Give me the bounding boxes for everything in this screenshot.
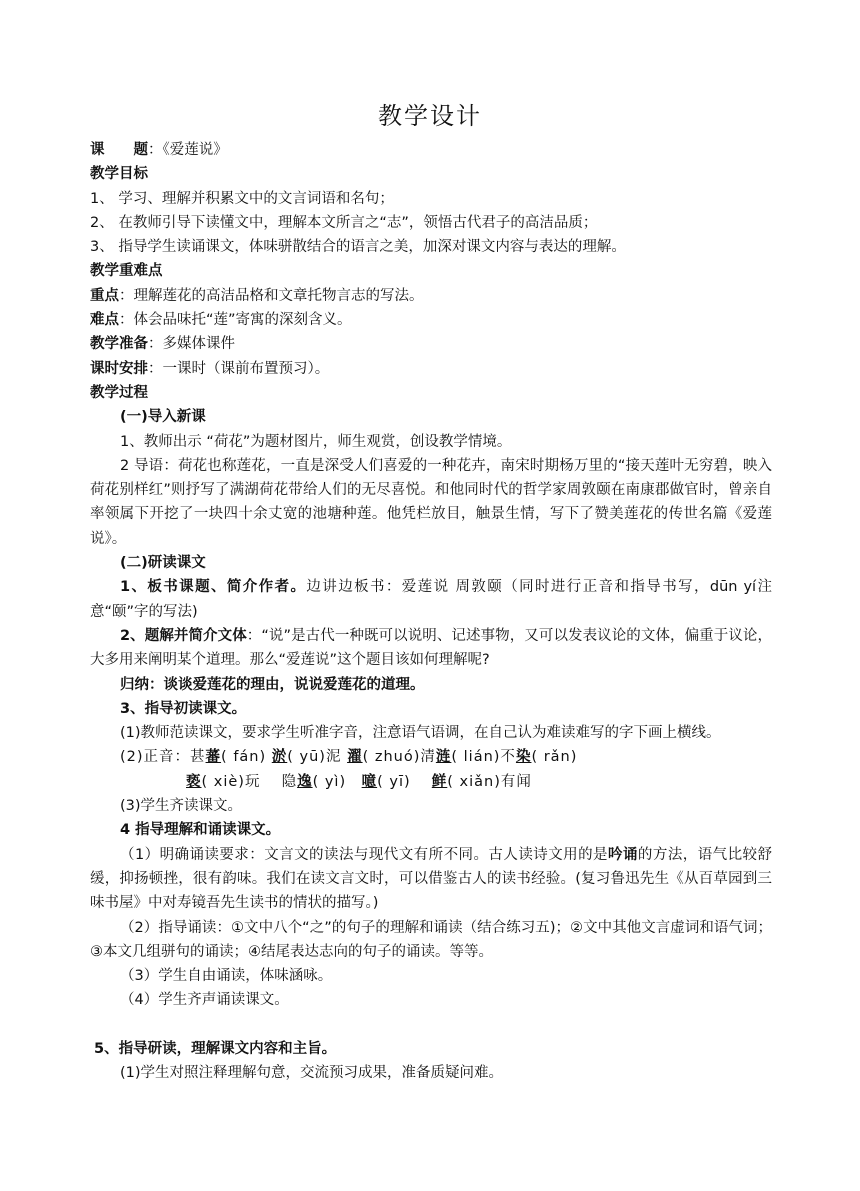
lesson-value: ：《爱莲说》 (148, 142, 228, 158)
pron-pinyin-6: ( xiè)玩 (201, 773, 261, 790)
item-4-1 (90, 843, 772, 916)
pron-pinyin-9: ( xiǎn)有闻 (447, 773, 532, 790)
time-label: 课时安排 (90, 360, 148, 377)
item-3-3: (3)学生齐读课文。 (120, 798, 243, 815)
item-4-2: （2）指导诵读：①文中八个“之”的句子的理解和诵读（结合练习五)；②文中其他文言虚词和语气词；③本文几组骈句的诵读；④结尾表达志向的句子的诵读。等等。 (90, 919, 772, 960)
spacer (90, 1013, 772, 1037)
pronunciation-line-2 (90, 770, 772, 794)
lesson-line (90, 138, 772, 162)
pron-char-3: 濯 (347, 749, 363, 766)
pronunciation-line-1 (90, 745, 772, 769)
item-2-para (90, 624, 772, 673)
goal-item-2: 2、 在教师引导下读懂文中，理解本文所言之“志”，领悟古代君子的高洁品质； (90, 214, 598, 231)
item-4-3: （3）学生自由诵读，体味涵咏。 (120, 968, 333, 985)
item-2-text: ：“说”是古代一种既可以说明、记述事物，又可以发表议论的文体，偏重于议论，大多用来阐明某个道理。那么“爱莲说”这个题目该如何理解呢? (90, 627, 772, 669)
goal-item-1: 1、 学习、理解并积累文中的文言词语和名句； (90, 190, 394, 207)
pron-mid: 隐 (260, 773, 298, 790)
pron-char-4: 涟 (435, 749, 452, 766)
section-1-para-1: 1、教师出示 “荷花”为题材图片，师生观赏，创设教学情境。 (120, 433, 512, 450)
focus-label: 重点 (90, 287, 119, 304)
page-title: 教学设计 (378, 102, 482, 130)
lesson-label: 课 题 (90, 142, 148, 158)
pron-pinyin-4: ( lián)不 (451, 749, 516, 766)
item-3-heading: 3、指导初读课文。 (120, 700, 247, 717)
item-5-heading: 5、指导研读，理解课文内容和主旨。 (94, 1040, 337, 1057)
section-1-para-2: 2 导语：荷花也称莲花，一直是深受人们喜爱的一种花卉，南宋时期杨万里的“接天莲叶无穷碧，映入荷花别样红”则抒写了满湖荷花带给人们的无尽喜悦。和他同时代的哲学家周敦颐在南康郡做官时，曾亲自率领属下开挖了一块四十余丈宽的池塘种莲。他凭栏放目，触景生情，写下了赞美莲花的传世名篇《爱莲说》。 (90, 457, 772, 547)
pron-pinyin-2: ( yū)泥 (287, 749, 348, 766)
difficulty-label: 难点 (90, 312, 119, 329)
item-4-1-a: （1）明确诵读要求：文言文的读法与现代文有所不同。古人读诗文用的是 (120, 846, 609, 863)
section-1-heading: (一)导入新课 (120, 409, 206, 426)
section-2-heading: (二)研读课文 (120, 555, 206, 572)
pron-pinyin-8: ( yī) (377, 773, 432, 790)
item-1-text: 边讲边板书：爱莲说 周敦颐（同时进行正音和指导书写，dūn yí注意“颐”字的写法) (90, 579, 772, 620)
focus-text: ：理解莲花的高洁品格和文章托物言志的写法。 (119, 287, 424, 304)
pron-char-8: 噫 (361, 773, 378, 790)
pron-char-5: 染 (515, 749, 532, 766)
pron-pinyin-3: ( zhuó)清 (362, 749, 436, 766)
difficulty-line (90, 308, 772, 332)
pron-pinyin-1: ( fán) (221, 749, 272, 766)
item-1-heading: 1、板书课题、简介作者。 (120, 579, 307, 596)
item-4-heading: 4 指导理解和诵读课文。 (120, 822, 281, 839)
keypoints-heading: 教学重难点 (90, 263, 163, 280)
pron-char-7: 逸 (297, 773, 313, 790)
summary-line: 归纳：谈谈爱莲花的理由，说说爱莲花的道理。 (120, 676, 425, 693)
item-1-para (90, 575, 772, 624)
prep-line (90, 332, 772, 356)
goals-heading: 教学目标 (90, 166, 148, 183)
pron-char-6: 亵 (186, 773, 202, 790)
item-5-1: (1)学生对照注释理解句意，交流预习成果，准备质疑问难。 (120, 1064, 504, 1081)
item-2-heading: 2、题解并简介文体 (120, 627, 247, 644)
item-4-1-c: 的方法，语气比较舒缓，抑扬顿挫，很有韵味。我们在读文言文时，可以借鉴古人的读书经验。(复习鲁迅先生《从百草园到三味书屋》中对寿镜吾先生读书的情状的描写。) (90, 846, 773, 912)
goal-item-3: 3、 指导学生读诵课文，体味骈散结合的语言之美，加深对课文内容与表达的理解。 (90, 239, 626, 256)
item-4-1-bold: 吟诵 (608, 846, 638, 863)
pron-char-9: 鲜 (431, 773, 448, 790)
pron-char-2: 淤 (271, 749, 288, 766)
document-body (90, 138, 772, 1085)
process-heading: 教学过程 (90, 384, 148, 401)
pron-char-1: 蕃 (205, 749, 222, 766)
pron-pinyin-7: ( yì) (312, 773, 362, 790)
item-4-4: （4）学生齐声诵读课文。 (120, 992, 289, 1009)
pron-pinyin-5: ( rǎn) (531, 749, 578, 766)
item-3-1: (1)教师范读课文，要求学生听准字音，注意语气语调，在自己认为难读难写的字下画上横线。 (120, 725, 721, 742)
prep-text: ：多媒体课件 (148, 336, 235, 353)
time-line (90, 357, 772, 381)
focus-line (90, 284, 772, 308)
time-text: ：一课时（课前布置预习）。 (148, 360, 330, 377)
pron-prefix: (2)正音：甚 (120, 749, 206, 766)
prep-label: 教学准备 (90, 336, 148, 353)
difficulty-text: ：体会品味托“莲”寄寓的深刻含义。 (119, 312, 352, 329)
